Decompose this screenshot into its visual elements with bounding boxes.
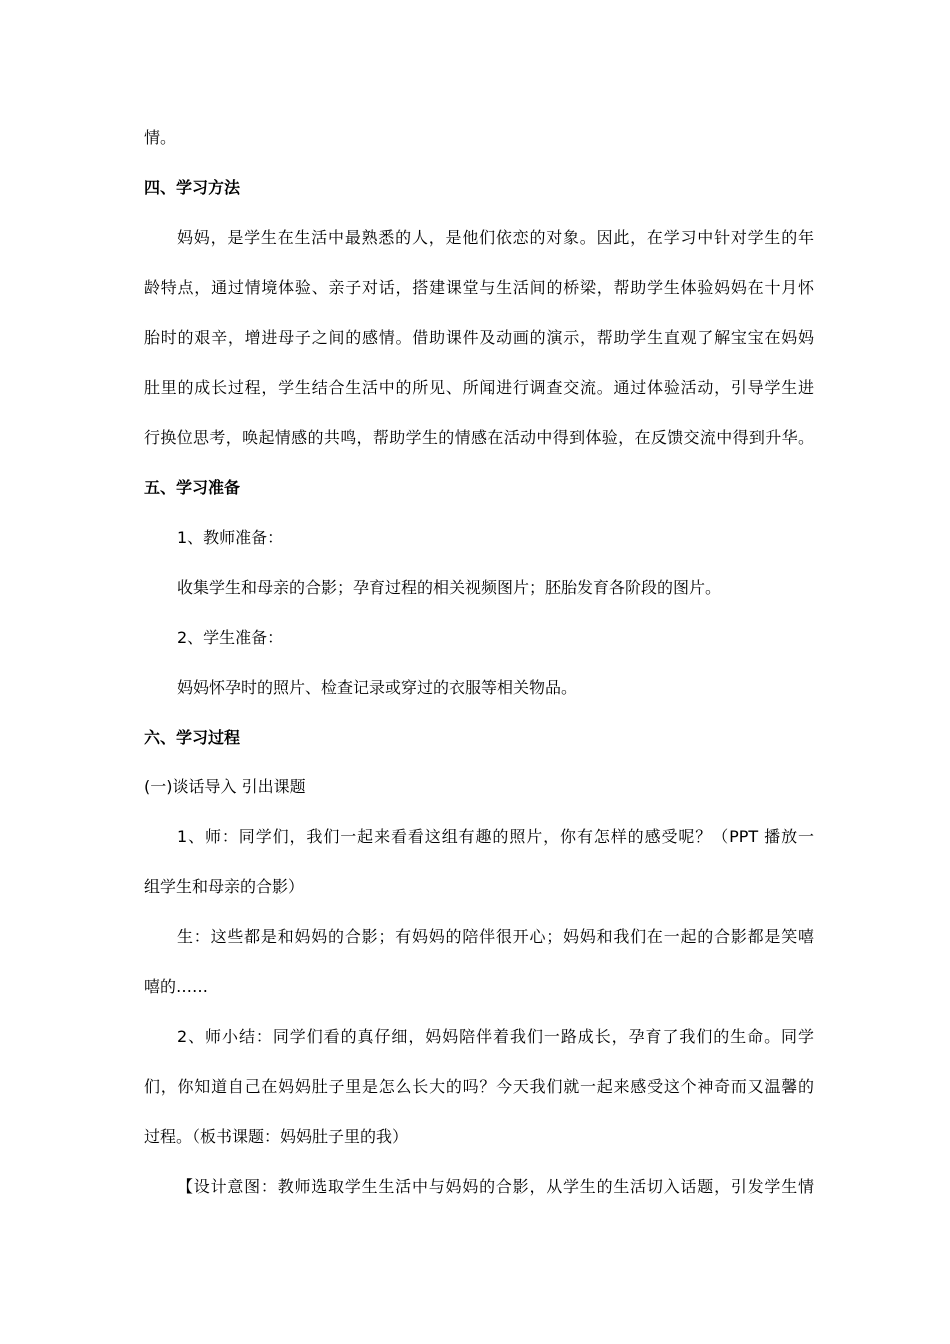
list-item: 2、学生准备：: [177, 628, 284, 647]
paragraph-line: 嘻的……: [144, 977, 209, 996]
paragraph-line: 行换位思考，唤起情感的共鸣，帮助学生的情感在活动中得到体验，在反馈交流中得到升华。: [144, 428, 814, 447]
paragraph-line: 过程。（板书课题：妈妈肚子里的我）: [144, 1127, 409, 1146]
paragraph-line: 【设计意图：教师选取学生生活中与妈妈的合影，从学生的生活切入话题，引发学生情: [177, 1177, 814, 1196]
paragraph-line: 2、师小结：同学们看的真仔细，妈妈陪伴着我们一路成长，孕育了我们的生命。同学: [177, 1027, 814, 1046]
paragraph-line: 1、师：同学们，我们一起来看看这组有趣的照片，你有怎样的感受呢？（PPT 播放一: [177, 827, 814, 846]
paragraph-line: 龄特点，通过情境体验、亲子对话，搭建课堂与生活间的桥梁，帮助学生体验妈妈在十月怀: [144, 278, 814, 297]
paragraph-line: 胎时的艰辛，增进母子之间的感情。借助课件及动画的演示，帮助学生直观了解宝宝在妈妈: [144, 328, 814, 347]
paragraph-line: 组学生和母亲的合影）: [144, 877, 305, 896]
paragraph-line: 妈妈，是学生在生活中最熟悉的人，是他们依恋的对象。因此，在学习中针对学生的年: [177, 228, 814, 247]
paragraph-line: 妈妈怀孕时的照片、检查记录或穿过的衣服等相关物品。: [177, 678, 578, 697]
paragraph-line: 情。: [144, 128, 177, 147]
list-item: 1、教师准备：: [177, 528, 284, 547]
section-heading-learning-method: 四、学习方法: [144, 178, 241, 197]
paragraph-line: 肚里的成长过程，学生结合生活中的所见、所闻进行调查交流。通过体验活动，引导学生进: [144, 378, 814, 397]
section-heading-learning-preparation: 五、学习准备: [144, 478, 241, 497]
section-heading-learning-process: 六、学习过程: [144, 728, 241, 747]
subsection-heading: (一)谈话导入 引出课题: [144, 777, 306, 796]
paragraph-line: 们，你知道自己在妈妈肚子里是怎么长大的吗？今天我们就一起来感受这个神奇而又温馨的: [144, 1077, 814, 1096]
paragraph-line: 收集学生和母亲的合影；孕育过程的相关视频图片；胚胎发育各阶段的图片。: [177, 578, 722, 597]
paragraph-line: 生：这些都是和妈妈的合影；有妈妈的陪伴很开心；妈妈和我们在一起的合影都是笑嘻: [177, 927, 814, 946]
